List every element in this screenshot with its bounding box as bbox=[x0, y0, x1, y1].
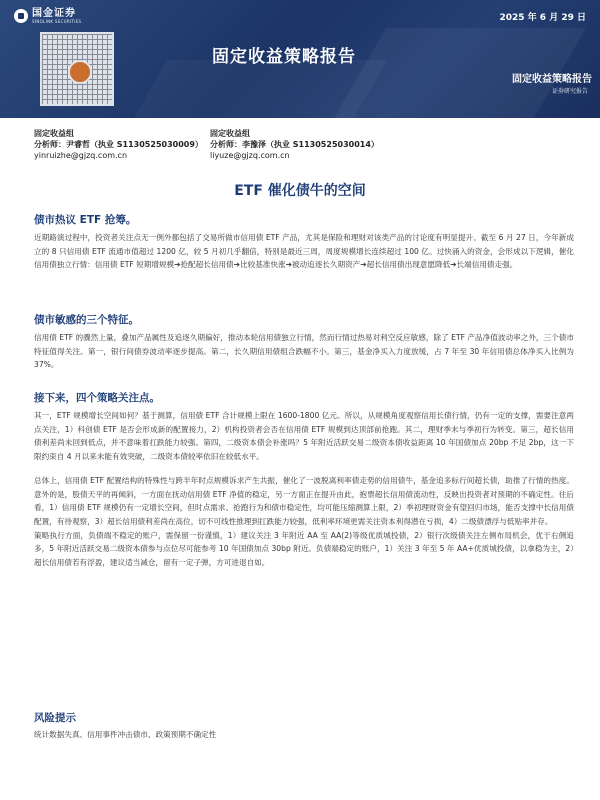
banner-decoration bbox=[133, 60, 388, 118]
document-title: ETF 催化债牛的空间 bbox=[234, 183, 366, 199]
section-heading: 债市敏感的三个特征。 bbox=[34, 314, 139, 326]
risk-text: 统计数据失真、信用事件冲击债市、政策预期不确定性 bbox=[34, 730, 217, 739]
analyst-2 bbox=[210, 128, 470, 161]
section-strategy-focus bbox=[34, 390, 574, 570]
section-paragraph: 信用债 ETF 的骤然上量，叠加产品属性及追逐久期偏好，推动本轮信用债独立行情，然而行情过热易对利空反应敏感，除了 ETF 产品净值波动率之外，三个债市特征值得关注。第一，银行间债券波动率逐步提高。第二，长久期信用债组合跌幅不小。第三，基金净买入力度放缓，占 7 年至 30 年信用债总体净买入比例为 37%。 bbox=[34, 333, 574, 370]
analyst-name: 分析师：李豫泽（执业 S1130525030014） bbox=[210, 140, 379, 149]
analyst-email: yinruizhe@gjzq.com.cn bbox=[34, 151, 128, 160]
section-paragraph: 其一，ETF 规模增长空间如何？基于测算，信用债 ETF 合计规模上限在 1600-1800 亿元。所以，从规模角度观察信用长债行情，仍有一定的支撑，需要注意两点关注，1）科创债 ETF 是否会形成新的配置接力，2）机构投资者会否在信用债 ETF 规模到达顶部前抢跑。其二，理财季末与季初行为转变。第三，超长信用债利差尚未回到低点，并不意味着扛跌能力较强。第四，二级资本债会补涨吗？5 年附近活跃交易二级资本债收益距离 10 年国债加点 20bp 不足 2bp，这一下限约束自 4 月以来未能有效突破，二级资本债较率依旧在较低水平。 bbox=[34, 411, 574, 462]
report-date: 2025 年 6 月 29 日 bbox=[499, 13, 586, 23]
section-paragraph: 策略执行方面，负债端不稳定的账户，需保留一份谨慎，1）建议关注 3 年附近 AA 至 AA(2)等级优质城投债，2）银行次级债关注左侧布局机会，优于右侧追多，5 年附近活跃交易二级资本债参与点位尽可能参考 10 年国债加点 30bp 附近。负债端稳定的账户，1）关注 3 年至 5 年 AA+优质城投债，以拿稳为主，2）超长信用债若有浮盈，建议适当减仓，留有一定子弹，方可进退自如。 bbox=[34, 530, 574, 568]
analyst-group: 固定收益组 bbox=[210, 129, 250, 138]
section-risk bbox=[34, 710, 574, 740]
logo-english-name: SINOLINK SECURITIES bbox=[32, 18, 82, 24]
report-type: 固定收益策略报告 bbox=[512, 74, 592, 85]
section-hot-topic bbox=[34, 212, 574, 272]
analyst-group: 固定收益组 bbox=[34, 129, 74, 138]
company-logo bbox=[14, 6, 134, 26]
section-paragraph: 总体上，信用债 ETF 配置结构的特殊性与跨半年时点规模诉求产生共振，催化了一波脱离利率债走势的信用债牛，基金追多标行间超长债，助推了行情的热度。意外的是，股债天平的再倾斜，一方面在抚动信用债 ETF 净值的稳定，另一方面正在提升由此，抱票超长信用债流动性，反映出投资者对预期的不确定性。往后看，1）信用债 ETF 规模仍有一定增长空间，但时点需求、抢跑行为和债市稳定性，均可能压缩测算上限，2）季初理财资金有望回归市场，能否支撑中长信用债配置，有待观察，3）超长信用债利差尚在高位，切不可线性推理到扛跌能力较强，低利率环境更需关注资本利得潜在亏损，4）二级债漂浮与低贴率并存。 bbox=[34, 475, 574, 526]
report-category: 证券研究报告 bbox=[551, 88, 588, 95]
logo-chinese-name: 国金证券 bbox=[32, 7, 76, 19]
qr-code-icon bbox=[40, 32, 114, 106]
report-series-title: 固定收益策略报告 bbox=[212, 47, 356, 67]
section-sensitive-features bbox=[34, 312, 574, 372]
qr-center-logo-icon bbox=[68, 60, 92, 84]
logo-mark-icon bbox=[14, 9, 28, 23]
section-heading: 债市热议 ETF 抢筹。 bbox=[34, 214, 137, 226]
section-heading: 接下来，四个策略关注点。 bbox=[34, 392, 160, 404]
analyst-name: 分析师：尹睿哲（执业 S1130525030009） bbox=[34, 140, 203, 149]
header-banner bbox=[0, 0, 600, 118]
analyst-email: liyuze@gjzq.com.cn bbox=[210, 151, 290, 160]
section-paragraph: 近期路演过程中，投资者关注点无一例外都包括了交易所做市信用债 ETF 产品，尤其是保险和理财对该类产品的讨论度有明显提升。截至 6 月 27 日，今年新成立的 8 只信用债 ETF 流通市值超过 1200 亿，较 5 月初几乎翻倍，特别是最近三周，周度规模增长连续超过 100 亿。过快涌入的资金，会形成以下逻辑，催化信用债独立行情：信用债 ETF 短期增规模➔抢配超长信用债➔比较基准快涨➔被动追逐长久期资产➔超长信用债出现意愿降低➔长端信用债走强。 bbox=[34, 233, 574, 270]
section-heading: 风险提示 bbox=[34, 712, 76, 724]
